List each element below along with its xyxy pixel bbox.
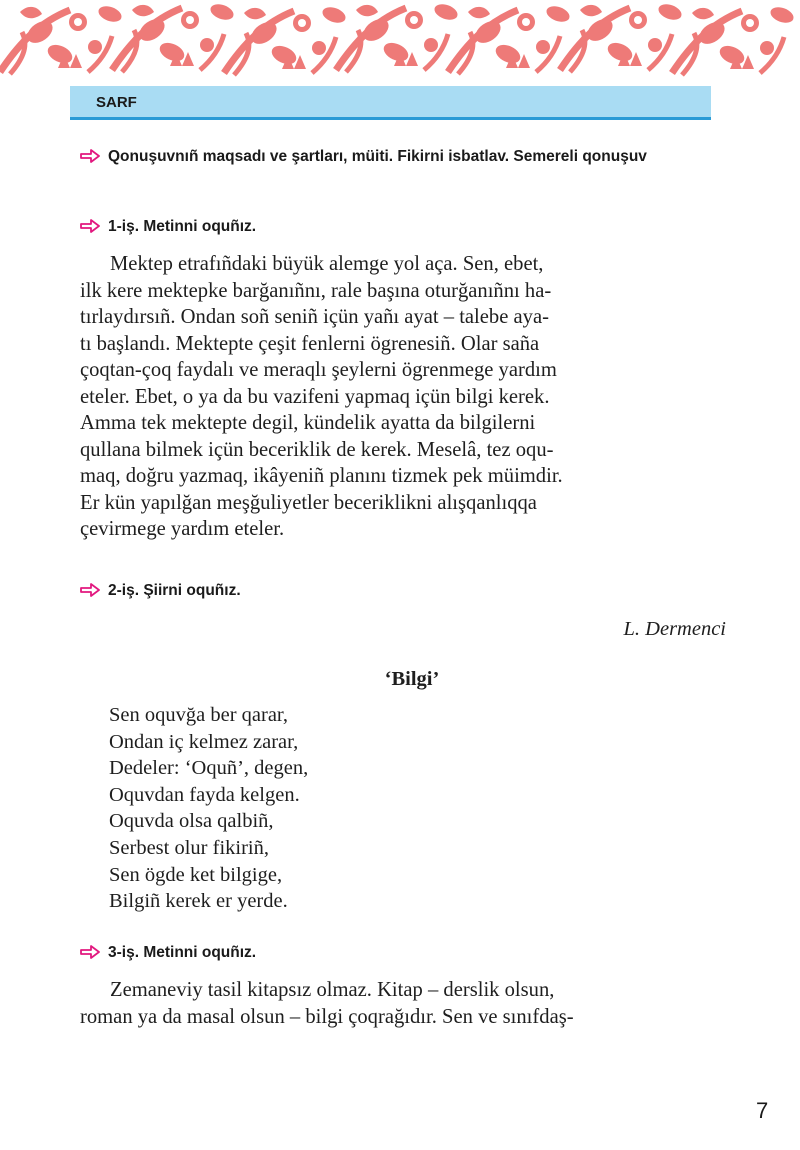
text-line: tı başlandı. Mektepte çeşit fenlerni ögrenesiñ. Olar saña — [80, 332, 540, 355]
poem-line: Oquvda olsa qalbiñ, — [109, 810, 274, 833]
topic-heading — [80, 146, 723, 168]
arrow-right-icon — [80, 219, 100, 233]
task-1-heading — [80, 216, 723, 238]
arrow-right-icon — [80, 149, 100, 163]
arrow-right-icon — [80, 945, 100, 959]
poem-line: Oquvdan fayda kelgen. — [109, 783, 300, 806]
poem-line: Serbest olur fikiriñ, — [109, 836, 269, 859]
task-2-heading — [80, 580, 723, 602]
poem-title: ‘Bilgi’ — [384, 668, 440, 690]
section-label: SARF — [96, 94, 137, 111]
text-line: çevirmege yardım eteler. — [80, 518, 285, 540]
text-line: Zemaneviy tasil kitapsız olmaz. Kitap – derslik olsun, — [110, 979, 555, 1001]
text-line: Er kün yapılğan meşğuliyetler beceriklikni alışqanlıqqa — [80, 491, 537, 514]
task-3-label: 3-iş. Metinni oquñız. — [108, 944, 257, 961]
arrow-right-icon — [80, 583, 100, 597]
text-line: çoqtan-çoq faydalı ve meraqlı şeylerni ögrenmege yardım — [80, 359, 557, 381]
task-2-label: 2-iş. Şiirni oquñız. — [108, 582, 241, 599]
poem-line: Dedeler: ‘Oquñ’, degen, — [109, 757, 309, 780]
text-line: maq, doğru yazmaq, ikâyeniñ planını tizmek pek müimdir. — [80, 465, 563, 487]
poem-line: Ondan iç kelmez zarar, — [109, 730, 299, 753]
text-line: Mektep etrafıñdaki büyük alemge yol açа. Sen, ebet, — [110, 253, 544, 275]
poem-body — [109, 702, 308, 915]
text-line: eteler. Ebet, o ya da bu vazifeni yapmaq içün bilgi kerek. — [80, 385, 550, 408]
task-1-paragraph — [80, 251, 726, 543]
task-3-paragraph — [80, 977, 726, 1030]
poem-line: Bilgiñ kerek er yerde. — [109, 890, 288, 913]
text-line: qullana bilmek içün beceriklik de kerek. Meselâ, tez oqu- — [80, 438, 554, 461]
text-line: roman ya da masal olsun – bilgi çoqrağıdır. Sen ve sınıfdaş- — [80, 1005, 574, 1028]
floral-ornament-border — [0, 0, 800, 82]
topic-text: Qonuşuvnıñ maqsadı ve şartları, müiti. Fikirni isbatlav. Semereli qonuşuv — [108, 148, 647, 165]
poem-line: Sen ögde ket bilgige, — [109, 863, 283, 886]
poem-line: Sen oquvğa ber qarar, — [109, 704, 289, 726]
page-number: 7 — [756, 1098, 769, 1123]
text-line: ilk kere mektepke barğanıñnı, rale başına oturğanıñnı ha- — [80, 279, 552, 302]
section-header-bar — [70, 86, 711, 120]
text-line: tırlaydırsıñ. Ondan soñ seniñ içün yañı ayat – talebe aya- — [80, 306, 549, 328]
text-line: Amma tek mektepte degil, kündelik ayatta da bilgilerni — [80, 412, 536, 434]
task-3-heading — [80, 942, 723, 964]
task-1-label: 1-iş. Metinni oquñız. — [108, 218, 257, 235]
poem-author: L. Dermenci — [623, 618, 726, 640]
